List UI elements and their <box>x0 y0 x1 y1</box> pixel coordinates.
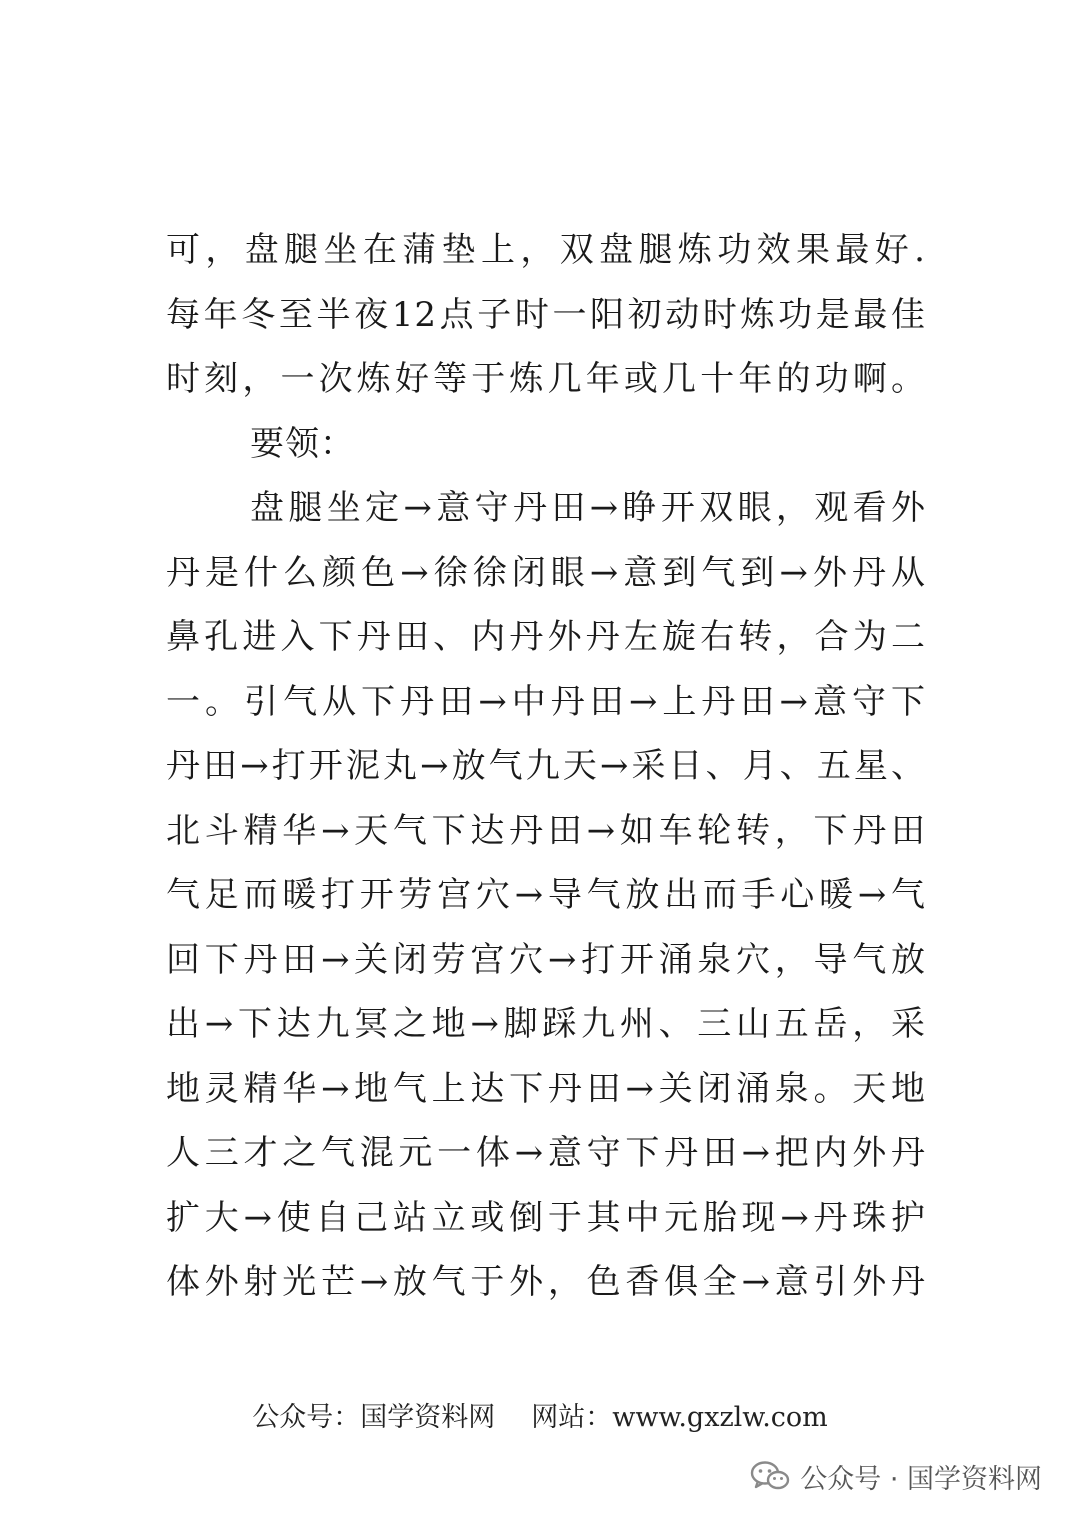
footer-account: 公众号：国学资料网 <box>252 1402 496 1433</box>
watermark-text: 公众号 · 国学资料网 <box>800 1463 1042 1495</box>
text-line: 气足而暖打开劳宫穴→导气放出而手心暖→气 <box>166 875 926 915</box>
watermark <box>750 1456 1042 1496</box>
text-line: 丹田→打开泥丸→放气九天→采日、月、五星、 <box>166 746 926 786</box>
text-line: 回下丹田→关闭劳宫穴→打开涌泉穴，导气放 <box>166 939 926 980</box>
page-body <box>166 218 926 1315</box>
text-line: 体外射光芒→放气于外，色香俱全→意引外丹 <box>166 1262 926 1302</box>
text-line: 北斗精华→天气下达丹田→如车轮转，下丹田 <box>166 810 926 851</box>
text-line: 可，盘腿坐在蒲垫上，双盘腿炼功效果最好. <box>166 230 926 270</box>
text-line: 丹是什么颜色→徐徐闭眼→意到气到→外丹从 <box>166 552 926 593</box>
wechat-icon <box>750 1460 790 1492</box>
text-line: 盘腿坐定→意守丹田→睁开双眼，观看外 <box>250 488 926 528</box>
text-line: 地灵精华→地气上达下丹田→关闭涌泉。天地 <box>166 1068 926 1109</box>
section-heading: 要领： <box>250 423 355 464</box>
text-line: 扩大→使自己站立或倒于其中元胎现→丹珠护 <box>166 1197 926 1238</box>
text-line: 时刻，一次炼好等于炼几年或几十年的功啊。 <box>166 359 926 399</box>
text-line: 一。引气从下丹田→中丹田→上丹田→意守下 <box>166 681 926 722</box>
page-footer <box>0 1395 1080 1434</box>
text-line: 出→下达九冥之地→脚踩九州、三山五岳，采 <box>166 1004 926 1044</box>
text-line: 鼻孔进入下丹田、内丹外丹左旋右转，合为二 <box>166 617 926 657</box>
text-line: 每年冬至半夜12点子时一阳初动时炼功是最佳 <box>166 294 926 335</box>
footer-website: 网站：www.gxzlw.com <box>531 1402 828 1433</box>
text-line: 人三才之气混元一体→意守下丹田→把内外丹 <box>166 1133 926 1173</box>
